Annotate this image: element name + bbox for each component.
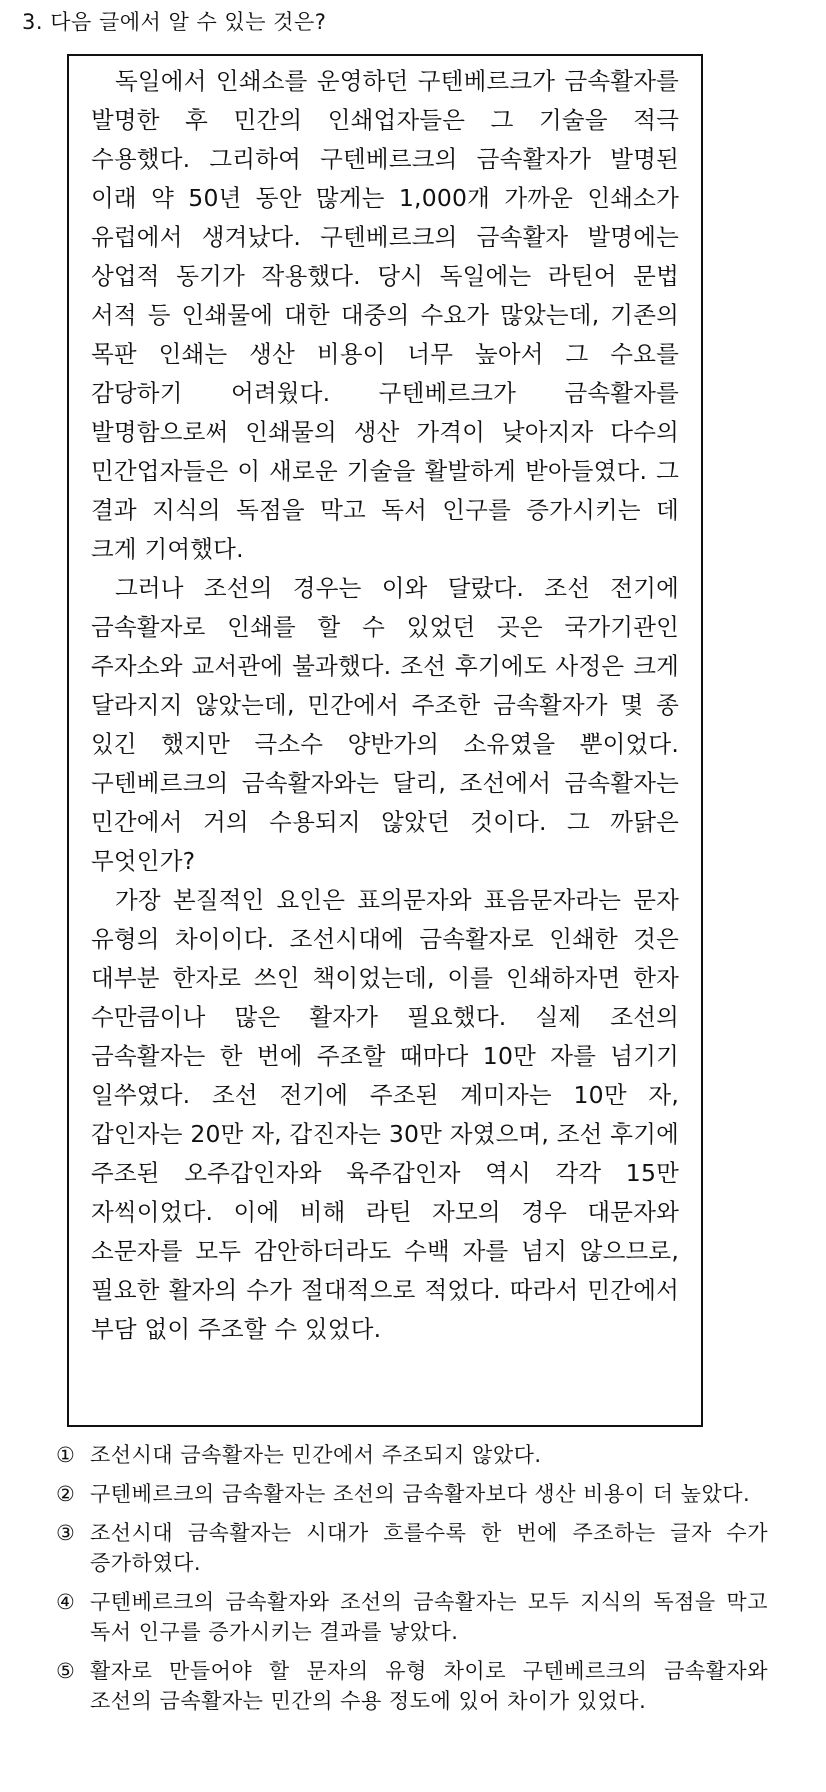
option-number: ④ [56,1590,75,1614]
answer-options [56,1440,768,1725]
question-title: 3. 다음 글에서 알 수 있는 것은? [22,10,327,34]
option-text: 조선시대 금속활자는 민간에서 주조되지 않았다. [90,1443,542,1467]
option-2[interactable] [56,1479,768,1509]
option-text: 구텐베르크의 금속활자는 조선의 금속활자보다 생산 비용이 더 높았다. [90,1482,751,1506]
passage-paragraph-2: 그러나 조선의 경우는 이와 달랐다. 조선 전기에 금속활자로 인쇄를 할 수 있었던 곳은 국가기관인 주자소와 교서관에 불과했다. 조선 후기에도 사정은 크게 달라지지 않았는데, 민간에서 주조한 금속활자가 몇 종 있긴 했지만 극소수 양반가의 소유였을 뿐이었다. 구텐베르크의 금속활자와는 달리, 조선에서 금속활자는 민간에서 거의 수용되지 않았던 것이다. 그 까닭은 무엇인가? [91,574,679,875]
option-number: ① [56,1443,75,1467]
option-1[interactable] [56,1440,768,1470]
option-3[interactable] [56,1518,768,1578]
option-text: 활자로 만들어야 할 문자의 유형 차이로 구텐베르크의 금속활자와 조선의 금속활자는 민간의 수용 정도에 있어 차이가 있었다. [90,1659,768,1713]
option-number: ② [56,1482,75,1506]
option-5[interactable] [56,1656,768,1716]
option-text: 구텐베르크의 금속활자와 조선의 금속활자는 모두 지식의 독점을 막고 독서 인구를 증가시키는 결과를 낳았다. [90,1590,768,1644]
option-number: ⑤ [56,1659,75,1683]
option-number: ③ [56,1521,75,1545]
option-text: 조선시대 금속활자는 시대가 흐를수록 한 번에 주조하는 글자 수가 증가하였다. [90,1521,768,1575]
option-4[interactable] [56,1587,768,1647]
passage-paragraph-1: 독일에서 인쇄소를 운영하던 구텐베르크가 금속활자를 발명한 후 민간의 인쇄업자들은 그 기술을 적극 수용했다. 그리하여 구텐베르크의 금속활자가 발명된 이래 약 50년 동안 많게는 1,000개 가까운 인쇄소가 유럽에서 생겨났다. 구텐베르크의 금속활자 발명에는 상업적 동기가 작용했다. 당시 독일에는 라틴어 문법 서적 등 인쇄물에 대한 대중의 수요가 많았는데, 기존의 목판 인쇄는 생산 비용이 너무 높아서 그 수요를 감당하기 어려웠다. 구텐베르크가 금속활자를 발명함으로써 인쇄물의 생산 가격이 낮아지자 다수의 민간업자들은 이 새로운 기술을 활발하게 받아들였다. 그 결과 지식의 독점을 막고 독서 인구를 증가시키는 데 크게 기여했다. [91,67,679,563]
passage-paragraph-3: 가장 본질적인 요인은 표의문자와 표음문자라는 문자 유형의 차이이다. 조선시대에 금속활자로 인쇄한 것은 대부분 한자로 쓰인 책이었는데, 이를 인쇄하자면 한자 수만큼이나 많은 활자가 필요했다. 실제 조선의 금속활자는 한 번에 주조할 때마다 10만 자를 넘기기 일쑤였다. 조선 전기에 주조된 계미자는 10만 자, 갑인자는 20만 자, 갑진자는 30만 자였으며, 조선 후기에 주조된 오주갑인자와 육주갑인자 역시 각각 15만 자씩이었다. 이에 비해 라틴 자모의 경우 대문자와 소문자를 모두 감안하더라도 수백 자를 넘지 않으므로, 필요한 활자의 수가 절대적으로 적었다. 따라서 민간에서 부담 없이 주조할 수 있었다. [91,886,679,1343]
passage-box [67,54,703,1427]
